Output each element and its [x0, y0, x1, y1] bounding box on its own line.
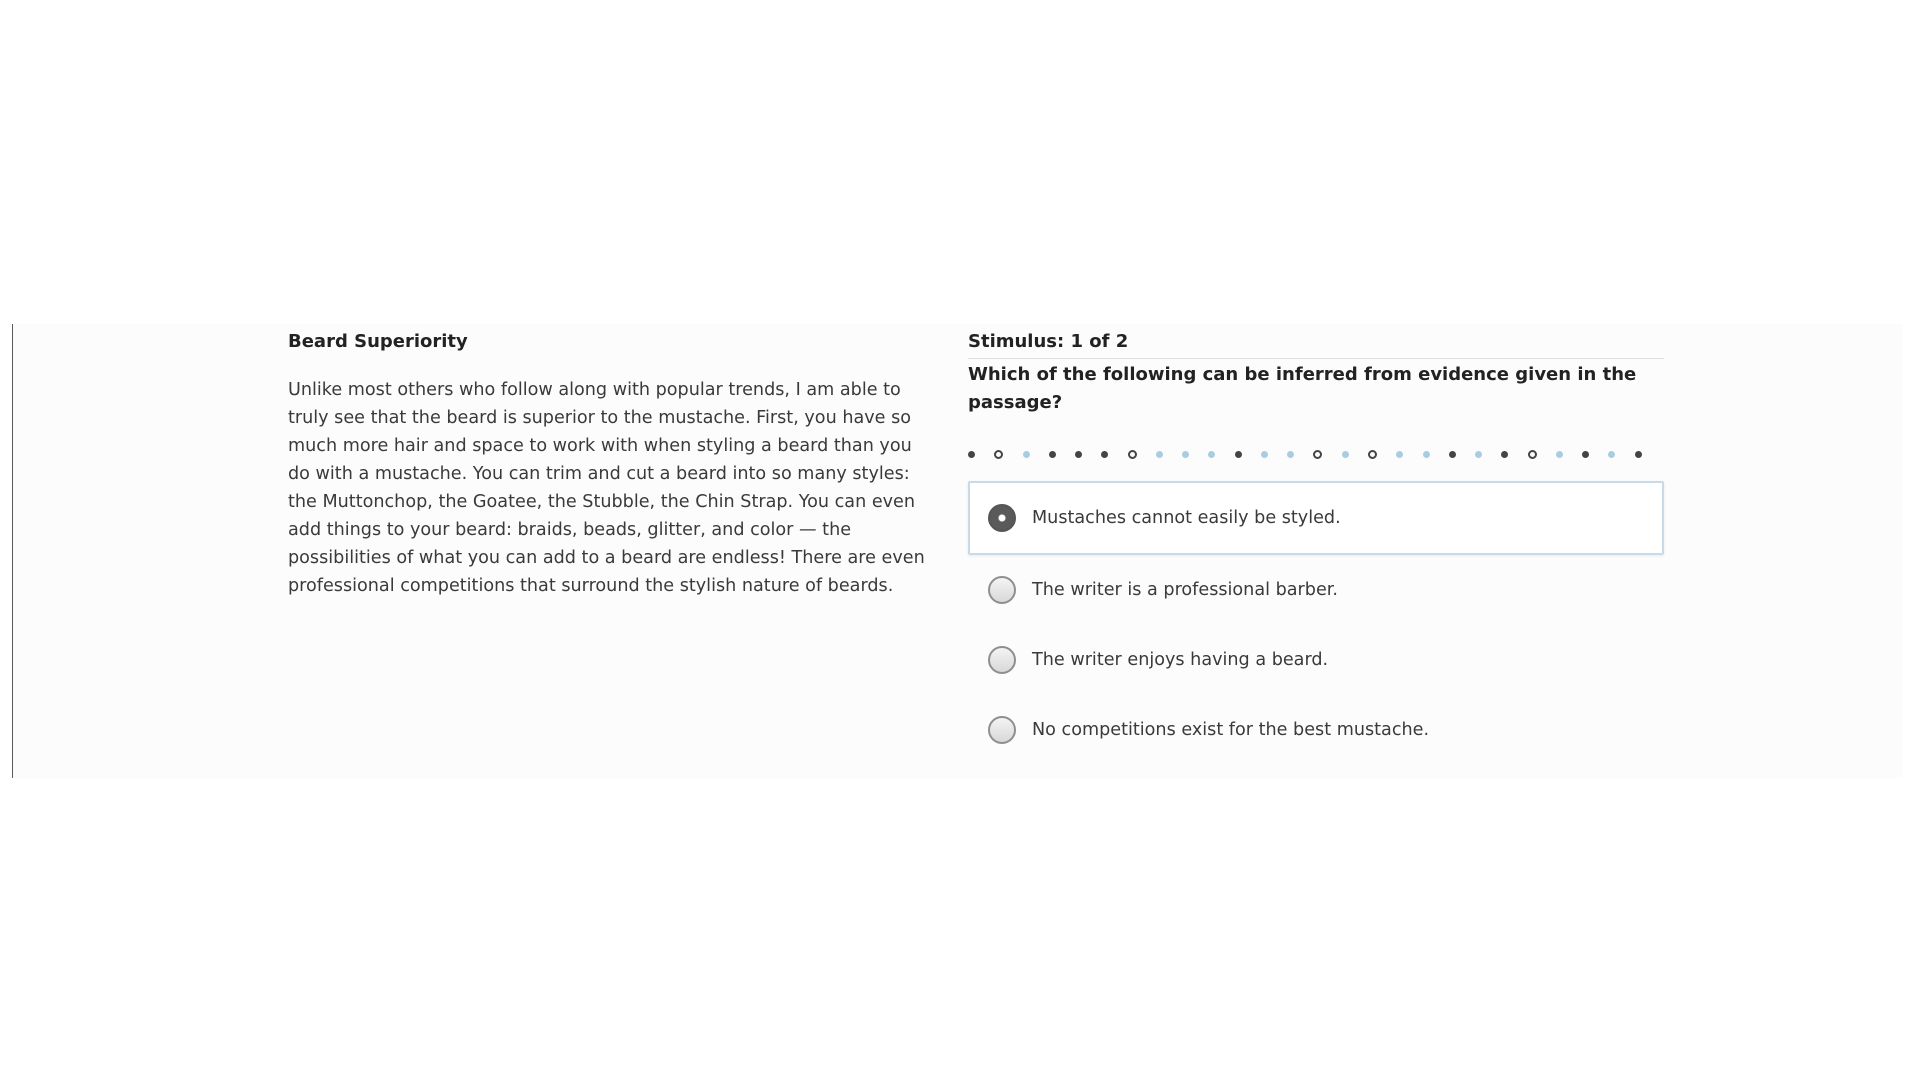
- answer-option-3[interactable]: [968, 625, 1664, 695]
- answer-options: [968, 481, 1664, 765]
- answer-option-label: The writer is a professional barber.: [1032, 580, 1338, 600]
- radio-checked-icon[interactable]: [988, 504, 1016, 532]
- divider-dot: [1075, 451, 1082, 458]
- divider-dot: [1368, 450, 1377, 459]
- divider-dot: [1023, 451, 1030, 458]
- divider-dot: [968, 451, 975, 458]
- divider-dot: [1261, 451, 1268, 458]
- divider-dot: [1208, 451, 1215, 458]
- divider-dot: [1475, 451, 1482, 458]
- divider-dot: [1342, 451, 1349, 458]
- question-prompt: Which of the following can be inferred from evidence given in the passage?: [968, 364, 1637, 413]
- answer-option-label: Mustaches cannot easily be styled.: [1032, 508, 1341, 528]
- divider-dot: [1235, 451, 1242, 458]
- answer-option-2[interactable]: [968, 555, 1664, 625]
- divider-dot: [1101, 451, 1108, 458]
- radio-unchecked-icon[interactable]: [988, 646, 1016, 674]
- radio-unchecked-icon[interactable]: [988, 716, 1016, 744]
- divider-dot: [1608, 451, 1615, 458]
- answer-option-1[interactable]: [968, 481, 1664, 555]
- divider-dot: [1635, 451, 1642, 458]
- divider-dot: [1501, 451, 1508, 458]
- passage-body: Unlike most others who follow along with popular trends, I am able to truly see that the beard is superior to the mustache. First, you have so much more hair and space to work with when styling a beard than you do with a mustache. You can trim and cut a beard into so many styles: the Muttonchop, the Goatee, the Stubble, the Chin Strap. You can even add things to your beard: braids, beads, glitter, and color — the possibilities of what you can add to a beard are endless! There are even professional competitions that surround the stylish nature of beards.: [288, 380, 925, 596]
- divider-dot: [994, 450, 1003, 459]
- answer-option-label: The writer enjoys having a beard.: [1032, 650, 1329, 670]
- dotted-divider: [968, 449, 1642, 459]
- divider-dot: [1423, 451, 1430, 458]
- divider-dot: [1182, 451, 1189, 458]
- passage: [288, 330, 928, 600]
- radio-unchecked-icon[interactable]: [988, 576, 1016, 604]
- answer-option-label: No competitions exist for the best mustache.: [1032, 720, 1430, 740]
- divider-dot: [1556, 451, 1563, 458]
- divider-dot: [1396, 451, 1403, 458]
- divider-dot: [1128, 450, 1137, 459]
- divider-dot: [1156, 451, 1163, 458]
- divider-dot: [1528, 450, 1537, 459]
- passage-title: Beard Superiority: [288, 331, 468, 352]
- content-panel: [12, 324, 1903, 778]
- divider-dot: [1049, 451, 1056, 458]
- answer-option-4[interactable]: [968, 695, 1664, 765]
- stimulus-counter: Stimulus: 1 of 2: [968, 330, 1664, 359]
- divider-dot: [1313, 450, 1322, 459]
- divider-dot: [1582, 451, 1589, 458]
- question-panel: [968, 330, 1664, 765]
- divider-dot: [1449, 451, 1456, 458]
- divider-dot: [1287, 451, 1294, 458]
